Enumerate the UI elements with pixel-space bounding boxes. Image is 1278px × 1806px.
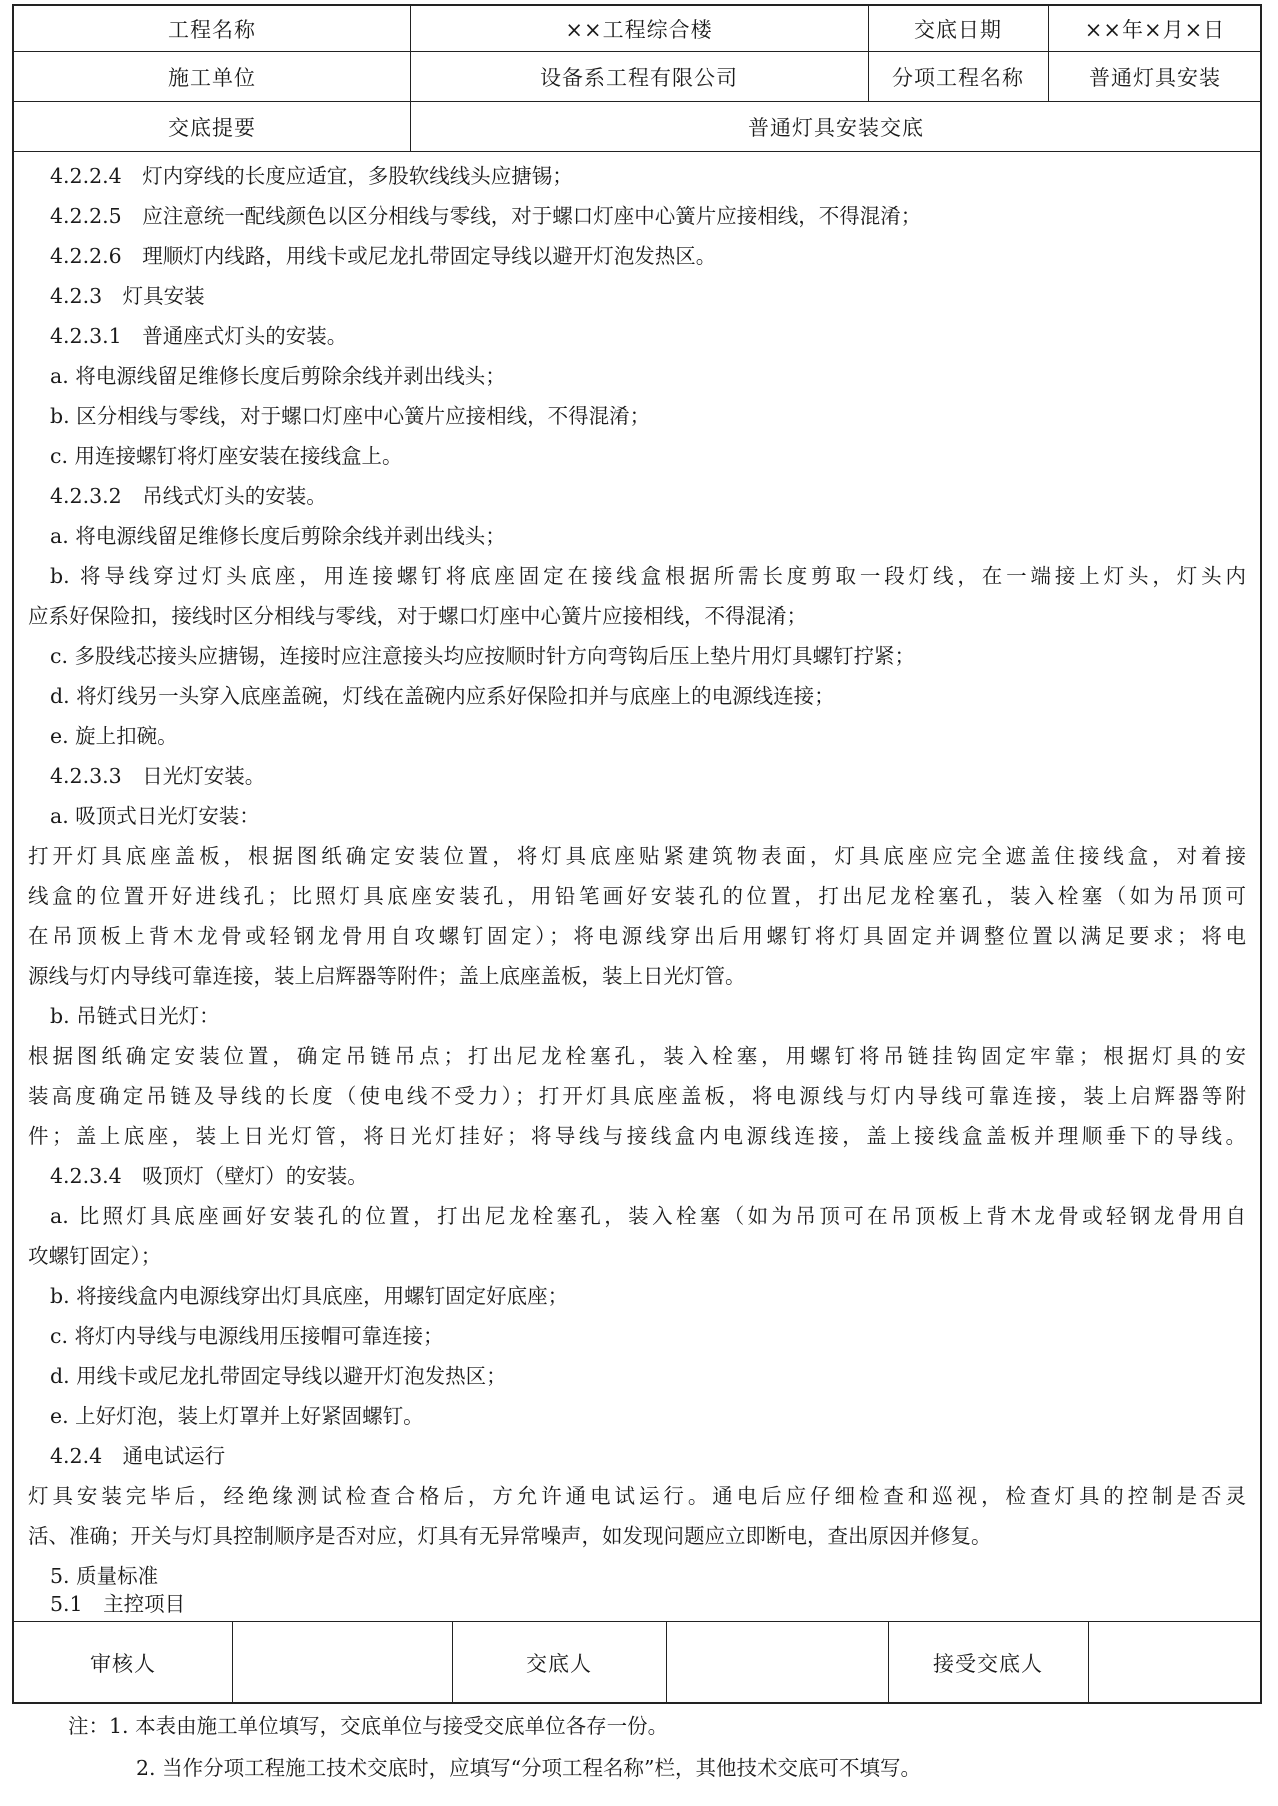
- body-line: 4.2.3.3 日光灯安装。: [50, 764, 266, 788]
- body-line: 4.2.3.4 吸顶灯（壁灯）的安装。: [50, 1164, 368, 1188]
- body-line: b. 将导线穿过灯头底座，用连接螺钉将底座固定在接线盒根据所需长度剪取一段灯线，在一端接上灯头，灯头内: [50, 564, 1246, 588]
- footnote-1: 注：1. 本表由施工单位填写，交底单位与接受交底单位各存一份。: [68, 1714, 669, 1738]
- header-row-contractor: [14, 52, 1260, 102]
- body-line: 件；盖上底座，装上日光灯管，将日光灯挂好；将导线与接线盒内电源线连接，盖上接线盒盖板并理顺垂下的导线。: [28, 1124, 1246, 1148]
- body-line: 线盒的位置开好进线孔；比照灯具底座安装孔，用铅笔画好安装孔的位置，打出尼龙栓塞孔，装入栓塞（如为吊顶可: [28, 884, 1246, 908]
- reviewer-label: 审核人: [90, 1652, 156, 1676]
- body-line: b. 吊链式日光灯：: [50, 1004, 220, 1028]
- discloser-field[interactable]: [666, 1622, 888, 1704]
- body-line: 打开灯具底座盖板，根据图纸确定安装位置，将灯具底座贴紧建筑物表面，灯具底座应完全遮盖住接线盒，对着接: [28, 844, 1246, 868]
- body-line: 在吊顶板上背木龙骨或轻钢龙骨用自攻螺钉固定）；将电源线穿出后用螺钉将灯具固定并调整位置以满足要求；将电: [28, 924, 1246, 948]
- body-line: a. 比照灯具底座画好安装孔的位置，打出尼龙栓塞孔，装入栓塞（如为吊顶可在吊顶板上背木龙骨或轻钢龙骨用自: [50, 1204, 1246, 1228]
- project-name-label: 工程名称: [168, 17, 256, 42]
- body-line: c. 用连接螺钉将灯座安装在接线盒上。: [50, 444, 403, 468]
- header-row-project: [14, 6, 1260, 52]
- receiver-label: 接受交底人: [933, 1652, 1043, 1676]
- body-line: 根据图纸确定安装位置，确定吊链吊点；打出尼龙栓塞孔，装入栓塞，用螺钉将吊链挂钩固定牢靠；根据灯具的安: [28, 1044, 1246, 1068]
- body-line: d. 将灯线另一头穿入底座盖碗，灯线在盖碗内应系好保险扣并与底座上的电源线连接；: [50, 684, 835, 708]
- footnotes: [12, 1706, 1262, 1800]
- body-line: 4.2.2.6 理顺灯内线路，用线卡或尼龙扎带固定导线以避开灯泡发热区。: [50, 244, 717, 268]
- date-label: 交底日期: [914, 17, 1002, 42]
- body-line: c. 多股线芯接头应搪锡，连接时应注意接头均应按顺时针方向弯钩后压上垫片用灯具螺钉拧紧；: [50, 644, 916, 668]
- body-line: 灯具安装完毕后，经绝缘测试检查合格后，方允许通电试运行。通电后应仔细检查和巡视，检查灯具的控制是否灵: [28, 1484, 1246, 1508]
- body-line: 源线与灯内导线可靠连接，装上启辉器等附件；盖上底座盖板，装上日光灯管。: [28, 964, 746, 988]
- section-heading: 5.1 主控项目: [50, 1592, 186, 1616]
- body-line: d. 用线卡或尼龙扎带固定导线以避开灯泡发热区；: [50, 1364, 507, 1388]
- body-line: b. 区分相线与零线，对于螺口灯座中心簧片应接相线，不得混淆；: [50, 404, 651, 428]
- summary-value: 普通灯具安装交底: [748, 115, 924, 140]
- body-line: e. 上好灯泡，装上灯罩并上好紧固螺钉。: [50, 1404, 424, 1428]
- section-heading: 5. 质量标准: [50, 1564, 159, 1588]
- body-line: a. 将电源线留足维修长度后剪除余线并剥出线头；: [50, 364, 506, 388]
- reviewer-field[interactable]: [232, 1622, 452, 1704]
- section-heading: 4.2.4 通电试运行: [50, 1444, 226, 1468]
- summary-label: 交底提要: [168, 115, 256, 140]
- body-line: 4.2.3.2 吊线式灯头的安装。: [50, 484, 327, 508]
- disclosure-form: [12, 4, 1262, 1800]
- subproject-value: 普通灯具安装: [1089, 65, 1221, 90]
- date-value: ××年×月×日: [1084, 17, 1226, 42]
- body-line: 攻螺钉固定）；: [28, 1244, 162, 1268]
- section-heading: 4.2.3 灯具安装: [50, 284, 205, 308]
- body-line: 4.2.2.4 灯内穿线的长度应适宜，多股软线线头应搪锡；: [50, 164, 573, 188]
- header-row-summary: [14, 102, 1260, 152]
- form-table: [12, 4, 1262, 1704]
- body-line: 4.2.3.1 普通座式灯头的安装。: [50, 324, 348, 348]
- body-line: a. 将电源线留足维修长度后剪除余线并剥出线头；: [50, 524, 506, 548]
- body-line: 活、准确；开关与灯具控制顺序是否对应，灯具有无异常噪声，如发现问题应立即断电，查出原因并修复。: [28, 1524, 992, 1548]
- receiver-field[interactable]: [1088, 1622, 1262, 1704]
- body-line: 应系好保险扣，接线时区分相线与零线，对于螺口灯座中心簧片应接相线，不得混淆；: [28, 604, 807, 628]
- contractor-label: 施工单位: [168, 65, 256, 90]
- signature-row: [14, 1622, 1260, 1704]
- body-line: 4.2.2.5 应注意统一配线颜色以区分相线与零线，对于螺口灯座中心簧片应接相线，不得混淆；: [50, 204, 922, 228]
- body-line: e. 旋上扣碗。: [50, 724, 178, 748]
- project-name-value: ××工程综合楼: [565, 17, 713, 42]
- body-line: 装高度确定吊链及导线的长度（使电线不受力）；打开灯具底座盖板，将电源线与灯内导线可靠连接，装上启辉器等附: [28, 1084, 1246, 1108]
- contractor-value: 设备系工程有限公司: [540, 65, 738, 90]
- disclosure-body: [14, 152, 1260, 1622]
- footnote-2: 2. 当作分项工程施工技术交底时，应填写“分项工程名称”栏，其他技术交底可不填写。: [136, 1756, 922, 1780]
- body-line: a. 吸顶式日光灯安装：: [50, 804, 260, 828]
- discloser-label: 交底人: [526, 1652, 592, 1676]
- body-line: c. 将灯内导线与电源线用压接帽可靠连接；: [50, 1324, 444, 1348]
- subproject-label: 分项工程名称: [892, 65, 1024, 90]
- body-line: b. 将接线盒内电源线穿出灯具底座，用螺钉固定好底座；: [50, 1284, 569, 1308]
